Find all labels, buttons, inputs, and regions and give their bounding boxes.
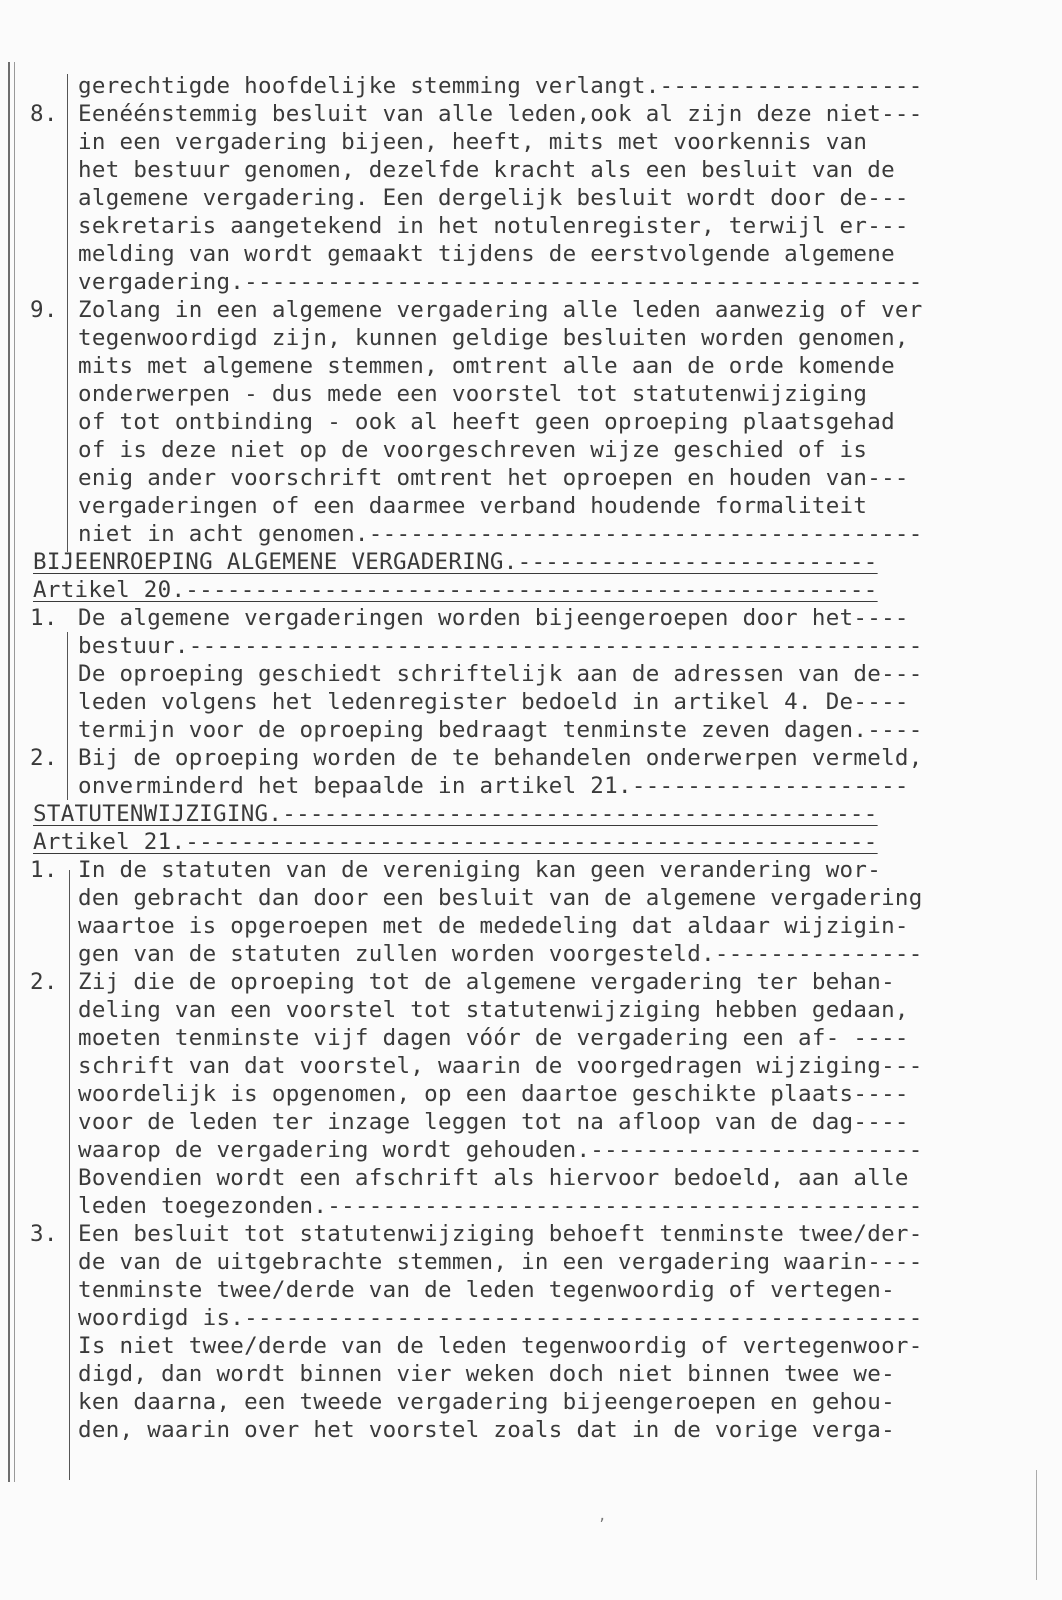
paragraph-number: 1.	[30, 857, 58, 883]
line-text: Bovendien wordt een afschrift als hiervoor bedoeld, aan alle	[78, 1165, 909, 1191]
line-text: In de statuten van de vereniging kan geen verandering wor-	[78, 857, 882, 883]
line-text: Eenéénstemmig besluit van alle leden,ook al zijn deze niet---	[78, 101, 923, 127]
line-text: Zolang in een algemene vergadering alle leden aanwezig of ver	[78, 297, 923, 323]
line-text: woordigd is.-------------------------------------------------	[78, 1305, 923, 1331]
line-text: STATUTENWIJZIGING.-------------------------------------------	[33, 801, 878, 827]
line-text: De oproeping geschiedt schriftelijk aan de adressen van de---	[78, 661, 923, 687]
line-text: ken daarna, een tweede vergadering bijeengeroepen en gehou-	[78, 1389, 895, 1415]
line-text: of is deze niet op de voorgeschreven wijze geschied of is	[78, 437, 868, 463]
line-text: de van de uitgebrachte stemmen, in een vergadering waarin----	[78, 1249, 923, 1275]
paragraph-number: 9.	[30, 297, 58, 323]
line-text: BIJEENROEPING ALGEMENE VERGADERING.--------------------------	[33, 549, 878, 575]
line-text: den gebracht dan door een besluit van de algemene vergadering	[78, 885, 923, 911]
line-text: woordelijk is opgenomen, op een daartoe geschikte plaats----	[78, 1081, 909, 1107]
line-text: Artikel 21.--------------------------------------------------	[33, 829, 878, 855]
paragraph-number: 1.	[30, 605, 58, 631]
line-text: moeten tenminste vijf dagen vóór de vergadering een af- ----	[78, 1025, 909, 1051]
line-text: niet in acht genomen.----------------------------------------	[78, 521, 923, 547]
line-text: den, waarin over het voorstel zoals dat in de vorige verga-	[78, 1417, 895, 1443]
line-text: het bestuur genomen, dezelfde kracht als een besluit van de	[78, 157, 895, 183]
line-text: algemene vergadering. Een dergelijk besluit wordt door de---	[78, 185, 909, 211]
line-text: deling van een voorstel tot statutenwijziging hebben gedaan,	[78, 997, 909, 1023]
line-text: waarop de vergadering wordt gehouden.------------------------	[78, 1137, 923, 1163]
line-text: termijn voor de oproeping bedraagt tenminste zeven dagen.----	[78, 717, 923, 743]
paragraph-number: 8.	[30, 101, 58, 127]
line-text: Bij de oproeping worden de te behandelen onderwerpen vermeld,	[78, 745, 923, 771]
line-text: Een besluit tot statutenwijziging behoeft tenminste twee/der-	[78, 1221, 923, 1247]
line-text: mits met algemene stemmen, omtrent alle aan de orde komende	[78, 353, 895, 379]
line-text: tegenwoordigd zijn, kunnen geldige besluiten worden genomen,	[78, 325, 909, 351]
line-text: schrift van dat voorstel, waarin de voorgedragen wijziging---	[78, 1053, 923, 1079]
line-text: enig ander voorschrift omtrent het oproepen en houden van---	[78, 465, 909, 491]
paragraph-number: 3.	[30, 1221, 58, 1247]
line-text: tenminste twee/derde van de leden tegenwoordig of vertegen-	[78, 1277, 895, 1303]
line-text: leden volgens het ledenregister bedoeld in artikel 4. De----	[78, 689, 909, 715]
line-text: De algemene vergaderingen worden bijeengeroepen door het----	[78, 605, 909, 631]
line-text: voor de leden ter inzage leggen tot na afloop van de dag----	[78, 1109, 909, 1135]
line-text: leden toegezonden.-------------------------------------------	[78, 1193, 923, 1219]
line-text: bestuur.-----------------------------------------------------	[78, 633, 923, 659]
line-text: onderwerpen - dus mede een voorstel tot statutenwijziging	[78, 381, 868, 407]
paragraph-number: 2.	[30, 745, 58, 771]
line-text: melding van wordt gemaakt tijdens de eerstvolgende algemene	[78, 241, 895, 267]
line-text: onverminderd het bepaalde in artikel 21.--------------------	[78, 773, 909, 799]
line-text: Is niet twee/derde van de leden tegenwoordig of vertegenwoor-	[78, 1333, 923, 1359]
line-text: gen van de statuten zullen worden voorgesteld.---------------	[78, 941, 923, 967]
line-text: gerechtigde hoofdelijke stemming verlangt.-------------------	[78, 73, 923, 99]
line-text: Artikel 20.--------------------------------------------------	[33, 577, 878, 603]
line-text: waartoe is opgeroepen met de mededeling dat aldaar wijzigin-	[78, 913, 909, 939]
line-text: of tot ontbinding - ook al heeft geen oproeping plaatsgehad	[78, 409, 895, 435]
line-text: vergaderingen of een daarmee verband houdende formaliteit	[78, 493, 868, 519]
line-text: digd, dan wordt binnen vier weken doch niet binnen twee we-	[78, 1361, 895, 1387]
line-text: in een vergadering bijeen, heeft, mits met voorkennis van	[78, 129, 868, 155]
line-text: Zij die de oproeping tot de algemene vergadering ter behan-	[78, 969, 895, 995]
line-text: sekretaris aangetekend in het notulenregister, terwijl er---	[78, 213, 909, 239]
stray-mark: ,	[598, 1508, 607, 1524]
line-text: vergadering.-------------------------------------------------	[78, 269, 923, 295]
paragraph-number: 2.	[30, 969, 58, 995]
